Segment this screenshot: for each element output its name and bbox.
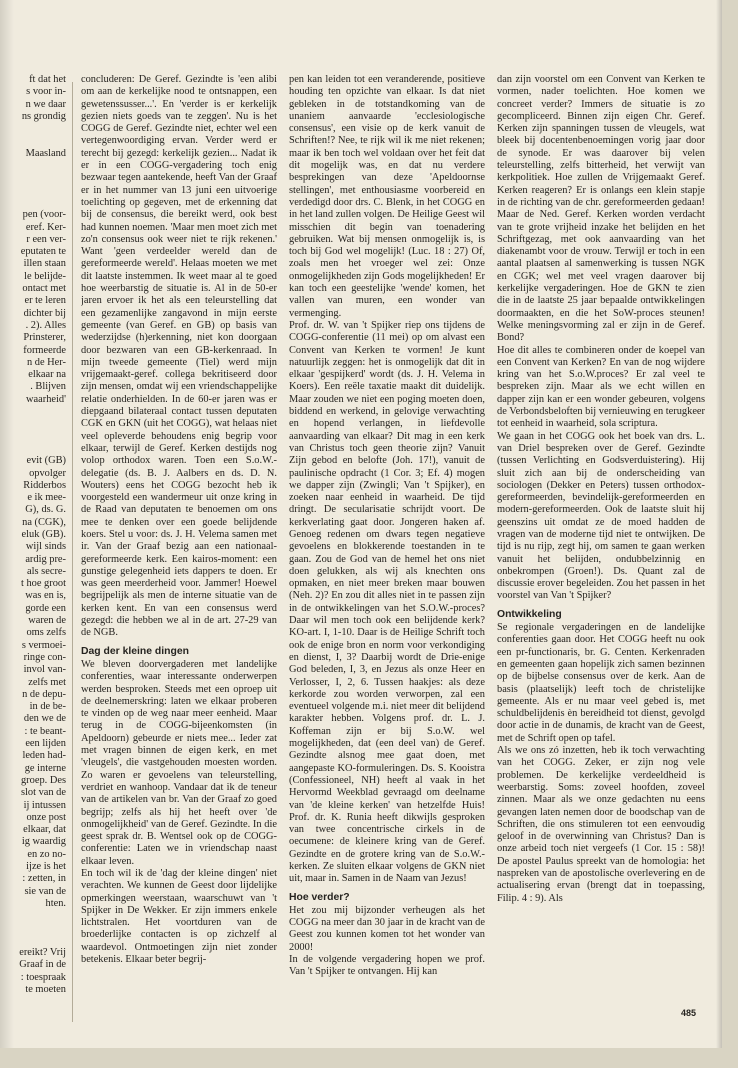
fragment-line bbox=[0, 443, 66, 455]
fragment-line: ns grondig bbox=[21, 110, 66, 122]
column-rule bbox=[72, 82, 73, 1022]
fragment-line: leden had- bbox=[22, 750, 66, 762]
fragment-line: ft dat het bbox=[29, 74, 66, 85]
fragment-line: evit (GB) bbox=[26, 455, 66, 467]
paragraph: pen kan leiden tot een veranderende, positieve houding ten opzichte van elkaar. Is dat niet gebleken in de totstandkoming van de unaniem aanvaarde 'ecclesiologische consensus', een visie op de kerk vanuit de Schriften!? Nee, te rijk wil ik me niet rekenen; maar ik ben toch wel voldaan over het feit dat dit mogelijk was, en dat nu verdere besprekingen van deze 'Apeldoornse stellingen', met enthousiasme voorbereid en verdedigd door drs. C. Blenk, in het COGG en in het land zullen volgen. De Heilige Geest wil misschien dit begin van toenadering gebruiken. Wat bij mensen onmogelijk is, is toch bij God wel mogelijk! (Luc. 18 : 27) Of, zoals men het vroeger wel zei: Onze onmogelijkheden zijn Gods mogelijkheden! Er kan toch een geestelijke 'wende' komen, het vallen van muren, een wonder van vermenging. bbox=[289, 74, 485, 319]
fragment-line: na (CGK), bbox=[22, 516, 66, 528]
fragment-line: . 2). Alles bbox=[25, 319, 66, 331]
paragraph: concluderen: De Geref. Gezindte is 'een alibi om aan de kerkelijke nood te ontsnappen, een gewetenssusser...'. En 'verder is er kerkelijk gezien niets goeds van te zeggen'. Nu is het COGG de Geref. Gezindte niet, echter wel een vertegenwoordiging ervan. Verder werd er terecht bij gezegd: kerkelijk gezien... Nadat ik er in een COGG-vergadering toch enig bezwaar tegen aantekende, heeft Van der Graaf er in het nummer van 13 juni een uitvoerige toelichting op gegeven, met de erkenning dat bij de consensus, die bereikt werd, ook best had kunnen noemen. 'Maar men moet zich met zo'n consensus ook weer niet te rijk rekenen.' Want 'geen verdeelder wereld dan de gereformeerde wereld'. Helaas moeten we met dit laatste instemmen. Ik weet maar al te goed hoe weerbarstig de situatie is. Al in de 50-er jaren ervoer ik het als een teleurstelling dat een gezamenlijke zangavond in mijn eerste gemeente (van Geref. en GB) op basis van wederzijdse (h)erkenning, niet kon doorgaan door bezwaren van een GB-kerkenraad. In mijn tweede gemeente (Tiel) werd mijn vrijgemaakt-geref. collega bekritiseerd door zijn mensen, omdat wij een vriendschappelijke relatie onderhielden. In de 60-er jaren was er diepgaand bilateraal contact tussen deputaten CGK en GKN (uit het COGG), wat helaas niet veel opleverde behoudens enig begrip voor elkaar, terwijl de Geref. Kerken destijds nog volop orthodox waren. Toen een S.o.W.-delegatie (ds. B. J. Aalbers en ds. D. N. Wouters) eens het COGG bezocht heb ik voorgesteld een wandermeur uit onze kring in de Raad van deputaten te benoemen om ons mee te denken over een goede belijdende koers. Stel u voor: ds. J. H. Velema samen met ir. Van der Graaf bezig aan een nationaal-gereformeerde kerk. Een kairos-moment: een gunstige gelegenheid iets dappers te doen. Er was geen meerderheid voor. Jammer! Hoewel begrijpelijk als men de interne situatie van de kerken kent. En van een consensus werd gezegd: die hebben we al in de art. 27-29 van de NGB. bbox=[81, 74, 277, 639]
paragraph: Hoe dit alles te combineren onder de koepel van een Convent van Kerken? En van de nog wijdere kring van het S.o.W.proces? Er zal veel te bespreken zijn. Maar als we echt willen en dapper zijn kan er een wonder gebeuren, volgens de Verbondsbeloften bij vernieuwing en terugkeer tot eenheid in waarheid, sola scriptura. bbox=[497, 344, 705, 430]
fragment-line: : zetten, in bbox=[22, 873, 66, 885]
fragment-line: groep. Des bbox=[20, 774, 66, 786]
section-heading: Hoe verder? bbox=[289, 891, 350, 903]
fragment-line bbox=[0, 418, 66, 430]
fragment-line: opvolger bbox=[29, 467, 66, 479]
fragment-line: le belijde- bbox=[24, 270, 66, 282]
fragment-line bbox=[0, 123, 66, 135]
fragment-line: was en is, bbox=[25, 590, 66, 602]
fragment-line: er te leren bbox=[24, 295, 66, 307]
fragment-line: illen staan bbox=[23, 258, 66, 270]
fragment-line bbox=[0, 160, 66, 172]
fragment-line: eputaten te bbox=[20, 246, 66, 258]
fragment-line: n de depu- bbox=[22, 688, 66, 700]
fragment-line: den we de bbox=[23, 713, 66, 725]
fragment-line: s voor in- bbox=[26, 86, 66, 98]
fragment-line: ereikt? Vrij bbox=[19, 947, 66, 959]
fragment-line: ringe con- bbox=[23, 651, 66, 663]
fragment-line: slot van de bbox=[20, 787, 66, 799]
fragment-line: invol van- bbox=[23, 664, 66, 676]
fragment-line: hten. bbox=[45, 897, 66, 909]
fragment-line bbox=[0, 406, 66, 418]
fragment-line: pen (voor- bbox=[22, 209, 66, 221]
fragment-line bbox=[0, 922, 66, 934]
paragraph: Als we ons zó inzetten, heb ik toch verwachting van het COGG. Zeker, er zijn nog vele problemen. De kerkelijke verdeeldheid is weerbarstig. Soms: zoveel hoofden, zoveel zinnen. Maar als we onze gedachten nu eens gevangen laten nemen door de boodschap van de Schriften, die ons stimuleren tot een eenvoudig geloof in de overwinning van Christus? Dan is onze arbeid toch niet vergeefs (1 Cor. 15 : 58)! De apostel Paulus spreekt van de homologia: het naspreken van de apostolische overlevering en de actualisering ervan (brengt dat in toepassing, Filip. 4 : 9). Als bbox=[497, 745, 705, 904]
fragment-line: ge interne bbox=[24, 762, 66, 774]
fragment-line: als secre- bbox=[27, 565, 66, 577]
page-edge-shadow bbox=[716, 0, 722, 1048]
fragment-line: : toespraak bbox=[20, 971, 66, 983]
fragment-line: e ik mee- bbox=[27, 492, 66, 504]
fragment-line: en zo no- bbox=[27, 848, 66, 860]
fragment-line: formeerde bbox=[23, 344, 66, 356]
text-column-1 bbox=[81, 74, 277, 966]
fragment-line bbox=[0, 910, 66, 922]
fragment-line: Prinsterer, bbox=[23, 332, 66, 344]
paragraph: Het zou mij bijzonder verheugen als het COGG na meer dan 30 jaar in de kracht van de Geest zou kunnen komen tot het wonder van 2000! bbox=[289, 904, 485, 953]
fragment-line: Ridderbos bbox=[23, 479, 66, 491]
fragment-line: G), ds. G. bbox=[25, 504, 66, 516]
fragment-line bbox=[0, 197, 66, 209]
previous-page-column-fragment bbox=[0, 74, 66, 996]
paragraph: In de volgende vergadering hopen we prof. Van 't Spijker te ontvangen. Hij kan bbox=[289, 954, 485, 978]
fragment-line: r een ver- bbox=[26, 233, 66, 245]
page-number: 485 bbox=[680, 1008, 696, 1018]
fragment-line: waarheid' bbox=[26, 393, 66, 405]
fragment-line: oms zelfs bbox=[26, 627, 66, 639]
fragment-line: n we daar bbox=[25, 98, 66, 110]
fragment-line: eluk (GB). bbox=[21, 528, 66, 540]
fragment-line: waren de bbox=[28, 615, 66, 627]
fragment-line bbox=[0, 135, 66, 147]
fragment-line: . Blijven bbox=[30, 381, 66, 393]
fragment-line: een lijden bbox=[25, 738, 66, 750]
fragment-line: Maasland bbox=[25, 147, 66, 159]
fragment-line bbox=[0, 185, 66, 197]
fragment-line: in de be- bbox=[29, 701, 66, 713]
fragment-line: elkaar na bbox=[28, 369, 66, 381]
fragment-line: eref. Ker- bbox=[25, 221, 66, 233]
paragraph: We gaan in het COGG ook het boek van drs. L. van Driel bespreken over de Geref. Gezindte (tussen Verlichting en Godsverduistering). Hij sluit zich aan bij de onderscheiding van sociologen (Dekker en Peters) tussen orthodox-gereformeerden, bevindelijk-gereformeerden en modern-gereformeerden. Ook de laatste sluit hij geenszins uit omdat ze de moed hadden de vragen van de moderne tijd niet te ontwijken. De tijd is nu rijp, zegt hij, om samen te gaan werken vanuit het belijden, ondubbelzinnig en onbekrompen (Groen!). Ds. Quant zal de discussie erover begeleiden. Zou het passen in het voorstel van Van 't Spijker? bbox=[497, 430, 705, 602]
paragraph: Se regionale vergaderingen en de landelijke conferenties gaan door. Het COGG heeft nu ook een pr-functionaris, br. G. Centen. Kerkenraden en gemeenten gaan hopelijk zich samen bezinnen op de bijbelse consensus over de kerk. Aan de basis (plaatselijk) leeft toch de christelijke gemeente. Als er nu maar veel gebed is, met schuldbelijdenis èn bereidheid tot dienst, gevolgd door actie in de dunamis, de kracht van de Geest, met de Schrift open op tafel. bbox=[497, 622, 705, 744]
fragment-line: te moeten bbox=[25, 983, 66, 995]
fragment-line: ijze is het bbox=[26, 861, 66, 872]
fragment-line: : te beant- bbox=[24, 725, 66, 737]
fragment-line: elkaar, dat bbox=[23, 824, 66, 836]
fragment-line: sie van de bbox=[24, 885, 66, 897]
paragraph: dan zijn voorstel om een Convent van Kerken te vormen, nader toelichten. Hoe komen we concreet verder? Immers de situatie is zo gecompliceerd. Binnen zijn eigen Chr. Geref. Kerken zijn spanningen tussen de vleugels, wat bleek bij docentenbenoemingen vorig jaar door de synode. Er was daarover bij velen teleurstelling, zelfs bitterheid, het verwijt van kerkpolitiek. Hoe zullen de Vrijgemaakt Geref. Kerken reageren? Er is onlangs een klein stapje in de richting van de chr. gereformeerden gedaan! Maar de Ned. Geref. Kerken worden verdacht van te grote vrijheid inzake het belijden en het Schriftgezag, met ook aanvaarding van het diakenambt voor de vrouw. Terwijl er toch in een aantal plaatsen al samenwerking is tussen NGK en CGK; wel met veel vragen daarover bij kerkelijke vergaderingen. Hoe de GKN te zien die in de laatste 25 jaar bepaalde ontwikkelingen doormaakten, en die het SoW-proces steunen! Welke meningsvorming zal er zijn in de Geref. Bond? bbox=[497, 74, 705, 344]
fragment-line: t hoe groot bbox=[20, 578, 66, 590]
fragment-line bbox=[0, 431, 66, 443]
paragraph: En toch wil ik de 'dag der kleine dingen' niet verachten. We kunnen de Geest door lijdelijke opmerkingen weerstaan, waarschuwt van 't Spijker in De Wekker. Er zijn immers enkele lichtstralen. Het voortduren van de broederlijke contacten is op zichzelf al waardevol. Ontmoetingen zijn niet zonder betekenis. Elkaar beter begrij- bbox=[81, 868, 277, 966]
fragment-line: wijl sinds bbox=[25, 541, 66, 553]
fragment-line: onze post bbox=[26, 811, 66, 823]
paragraph: We bleven doorvergaderen met landelijke conferenties, waar interessante onderwerpen werden besproken. Steeds met een oproep uit de deelnemerskring: laten we elkaar proberen te vinden op de weg naar meer eenheid. Maar terug in de COGG-bijeenkomsten (in Apeldoorn) gebeurde er niets mee... Ieder zat met vragen binnen de eigen kerk, en met 'vleugels', die vastgehouden moesten worden. Zo waren er gevoelens van teleurstelling, verdriet en wanhoop. Vandaar dat ik de teneur van de artikelen van br. Van der Graaf zo goed begrijp; zelfs als hij het heeft over 'de onmogelijkheid' van de Geref. Gezindte. In die geest sprak dr. B. Wentsel ook op de COGG-conferentie: Laten we in vriendschap naast elkaar leven. bbox=[81, 658, 277, 867]
fragment-line: dichter bij bbox=[23, 307, 66, 319]
text-column-2 bbox=[289, 74, 485, 979]
fragment-line: Graaf in de bbox=[19, 959, 66, 971]
fragment-line: n de Her- bbox=[26, 356, 66, 368]
fragment-line: ontact met bbox=[22, 283, 66, 295]
section-heading: Dag der kleine dingen bbox=[81, 645, 189, 657]
section-heading: Ontwikkeling bbox=[497, 608, 562, 620]
paragraph: Prof. dr. W. van 't Spijker riep ons tijdens de COGG-conferentie (11 mei) op om alvast een Convent van Kerken te vormen! Je kunt natuurlijk zeggen: het is onmogelijk dat dit in elkaar 'gespijkerd' wordt (ds. J. H. Velema in Koers). Een reële taxatie maakt dit duidelijk. Maar zouden we niet een poging moeten doen, biddend en werkend, in gelovige verwachting en hopend verlangen, in liefdevolle aanvaarding van elkaar? Dit mag in een kerk van Christus toch geen theorie zijn? Vanuit Zijn gebod en belofte (Joh. 17!), vanuit de paulinische opdracht (1 Cor. 3; Ef. 4) mogen we dapper zijn (Zwingli; Van 't Spijker), en zoeken naar eenheid in waarheid. De tijd dringt. De secularisatie schrijdt voort. De kerkverlating gaat door. Jongeren haken af. Genoeg redenen om dwars tegen negatieve gevoelens en blokkerende toestanden in te gaan. Zou de God van de hemel het ons niet doen gelukken, als wij als knechten ons opmaken, en niet meer breken maar bouwen (Neh. 2)? En zou dit alles niet in te passen zijn in de ontwikkelingen van het S.O.W.-proces? Daar wil men toch ook een belijdende kerk? KO-art. I, 1-10. Daar is de Heilige Schrift toch ook de enige bron en norm voor verkondiging en dienst, I, 3? Daarbij wordt de Drie-enige God beleden, I, 3, en Jezus als onze Heer en Verlosser, I, 2, 6. Tussen haakjes: als deze kerkorde zou worden verworpen, zal een eventueel volgende m.i. niet meer dit belijdend karakter hebben. Volgens prof. dr. L. J. Koffeman zijn er bij S.o.W. wel mogelijkheden, dat (een deel van) de Geref. Gezindte alsnog mee gaat doen, met aangepaste KO-formuleringen. Ds. S. Kooistra (Confessioneel, NH) heeft al vaak in het Hervormd Weekblad gevraagd om deelname van 'de kleine kerken' van hetzelfde Huis! Prof. dr. K. Runia heeft dikwijls gesproken van twee concentrische cirkels in de oecumene: de kleinere kring van de Geref. Gezindte en de grotere kring van de S.o.W.-kerken. Ze sluiten elkaar volgens de GKN niet uit, maar in. Samen in de Naam van Jezus! bbox=[289, 319, 485, 885]
fragment-line bbox=[0, 172, 66, 184]
fragment-line bbox=[0, 935, 66, 947]
fragment-line: s vermoei- bbox=[21, 639, 66, 651]
fragment-line: gorde een bbox=[25, 602, 66, 614]
fragment-line: ig waardig bbox=[21, 836, 66, 848]
fragment-line: zelfs met bbox=[28, 676, 66, 688]
fragment-line: ij intussen bbox=[23, 799, 66, 811]
text-column-3 bbox=[497, 74, 705, 905]
fragment-line: ardig pre- bbox=[25, 553, 66, 565]
